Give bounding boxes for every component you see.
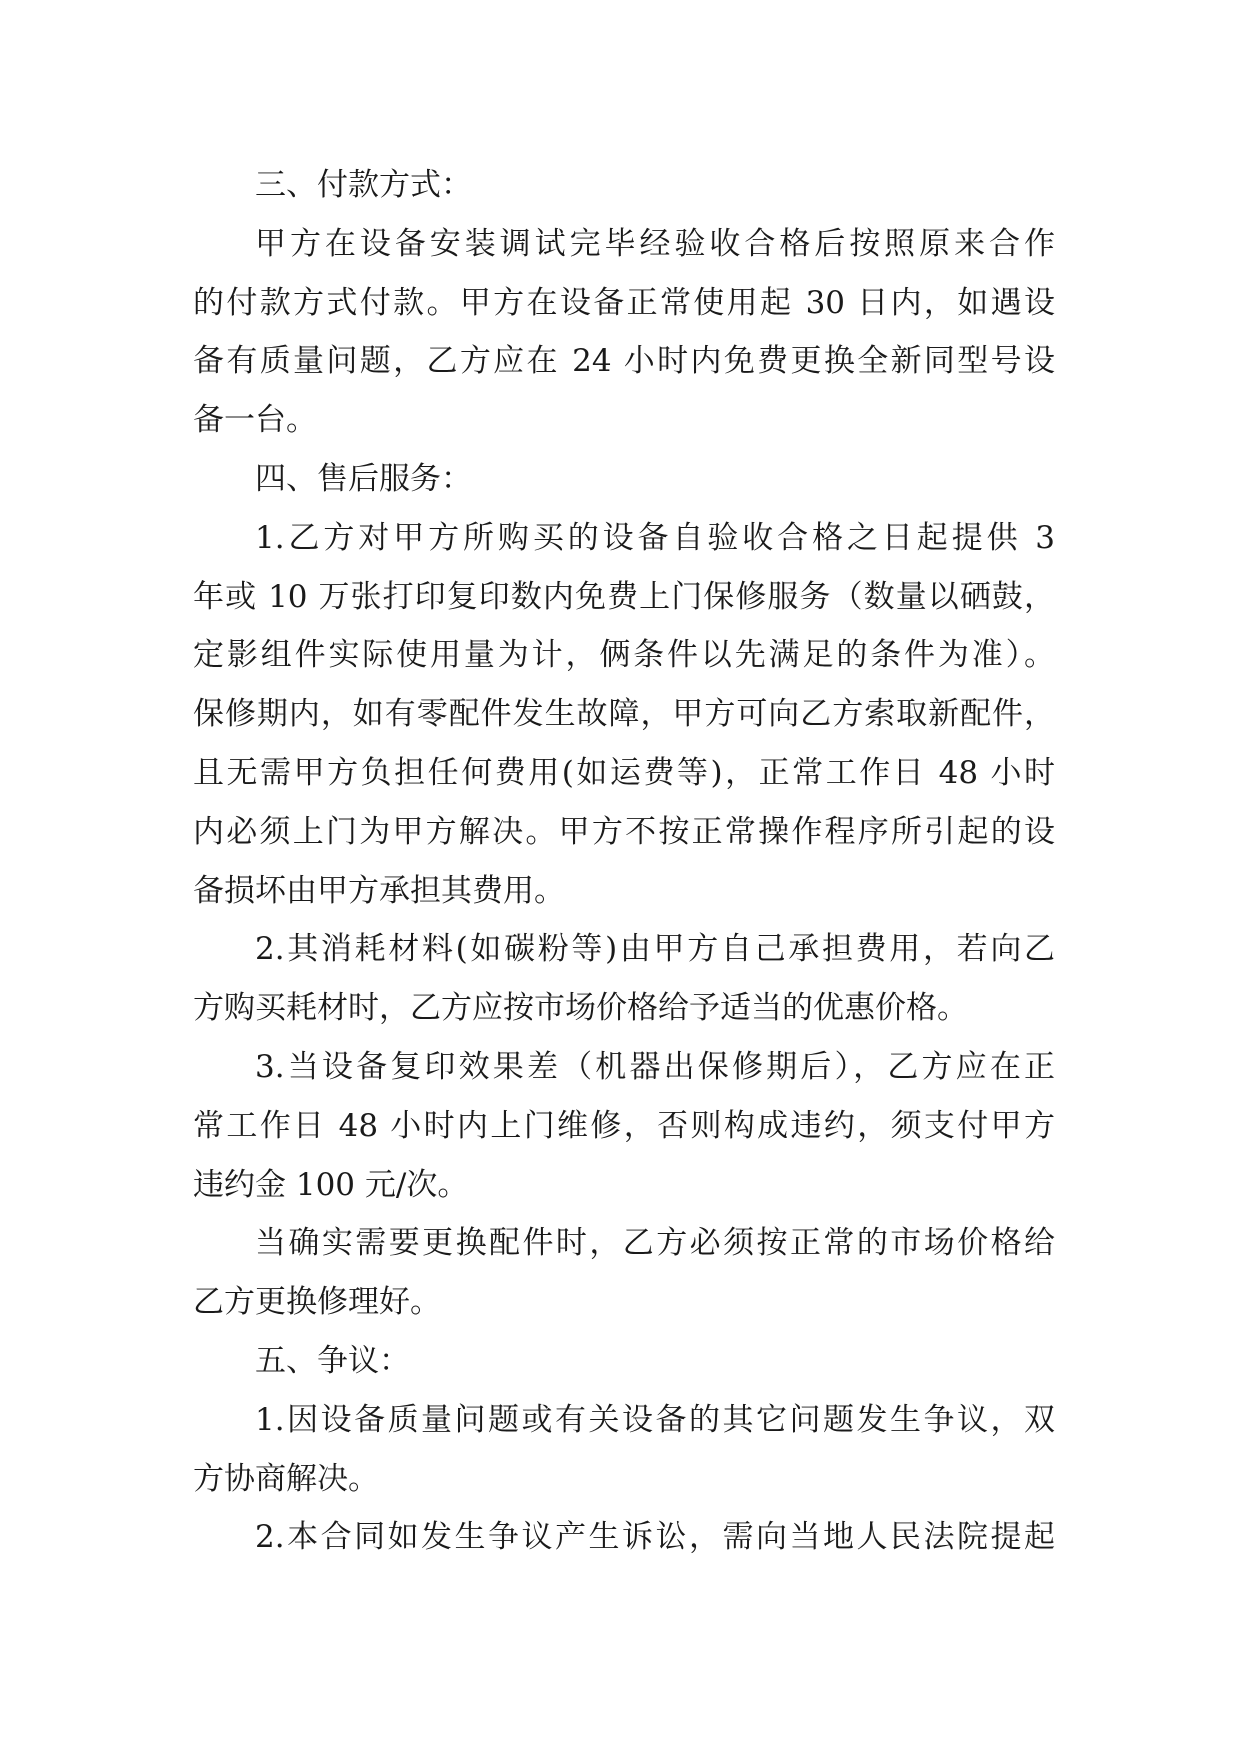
text-line: 年或 10 万张打印复印数内免费上门保修服务（数量以硒鼓， [193, 578, 1055, 615]
text-line: 乙方更换修理好。 [193, 1284, 441, 1321]
text-line: 方协商解决。 [193, 1460, 379, 1497]
text-line: 甲方在设备安装调试完毕经验收合格后按照原来合作 [255, 225, 1055, 262]
text-line: 备一台。 [193, 402, 317, 439]
text-line: 1.乙方对甲方所购买的设备自验收合格之日起提供 3 [255, 519, 1055, 556]
text-line: 备损坏由甲方承担其费用。 [193, 872, 565, 909]
text-line: 方购买耗材时，乙方应按市场价格给予适当的优惠价格。 [193, 990, 968, 1027]
text-line: 四、售后服务： [255, 460, 472, 497]
text-line: 三、付款方式： [255, 167, 472, 203]
document-body [193, 156, 1055, 1567]
text-line: 的付款方式付款。甲方在设备正常使用起 30 日内，如遇设 [193, 284, 1055, 321]
text-line: 且无需甲方负担任何费用(如运费等)，正常工作日 48 小时 [193, 754, 1055, 791]
text-line: 1.因设备质量问题或有关设备的其它问题发生争议，双 [255, 1401, 1055, 1438]
text-line: 违约金 100 元/次。 [193, 1166, 469, 1203]
text-line: 2.其消耗材料(如碳粉等)由甲方自己承担费用，若向乙 [255, 931, 1055, 968]
text-line: 2.本合同如发生争议产生诉讼，需向当地人民法院提起 [255, 1519, 1055, 1556]
text-line: 常工作日 48 小时内上门维修，否则构成违约，须支付甲方 [193, 1107, 1055, 1144]
text-line: 备有质量问题，乙方应在 24 小时内免费更换全新同型号设 [193, 343, 1055, 380]
text-line: 内必须上门为甲方解决。甲方不按正常操作程序所引起的设 [193, 813, 1055, 850]
text-line: 当确实需要更换配件时，乙方必须按正常的市场价格给 [255, 1225, 1055, 1262]
text-line: 五、争议： [255, 1342, 410, 1379]
text-line: 保修期内，如有零配件发生故障，甲方可向乙方索取新配件， [193, 696, 1055, 733]
text-line: 3.当设备复印效果差（机器出保修期后），乙方应在正 [255, 1048, 1055, 1085]
text-line: 定影组件实际使用量为计，俩条件以先满足的条件为准）。 [193, 637, 1055, 674]
